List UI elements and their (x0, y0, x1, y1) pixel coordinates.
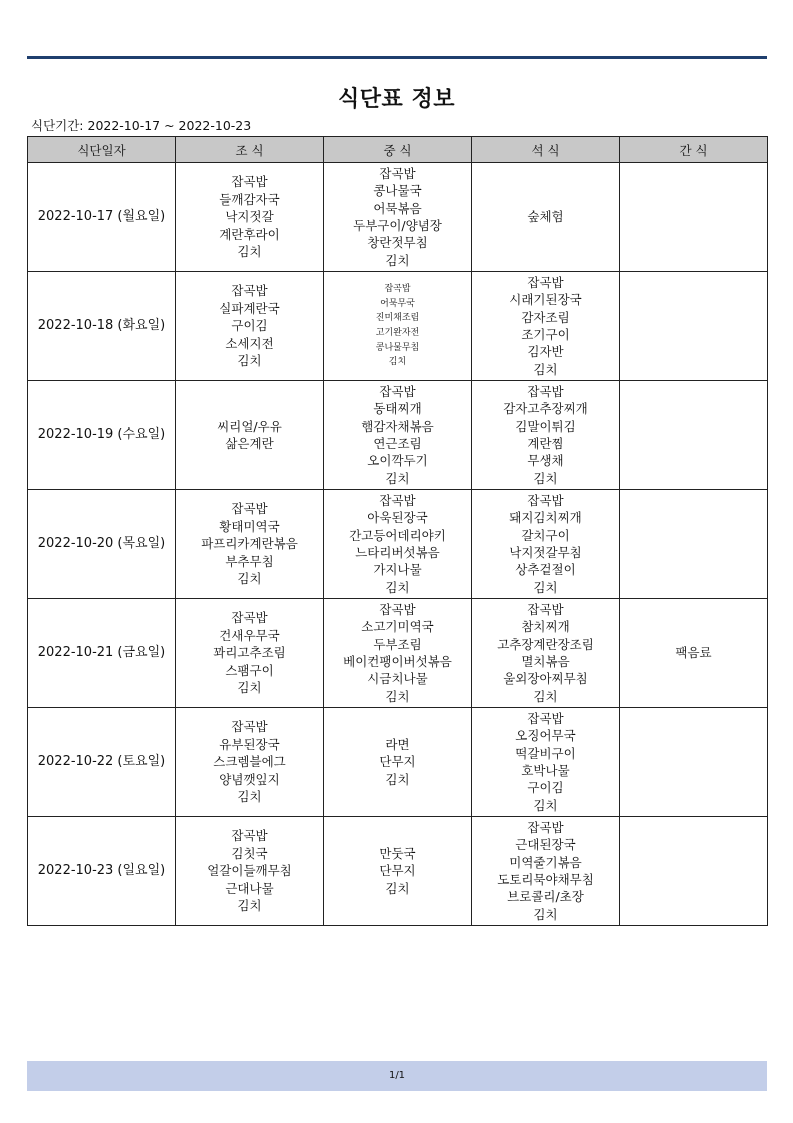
menu-item: 라면 (385, 736, 410, 752)
menu-item: 무생채 (527, 453, 564, 469)
menu-item: 떡갈비구이 (515, 745, 576, 761)
snack-cell (620, 708, 768, 817)
menu-item: 잡곡밥 (231, 174, 268, 190)
menu-item: 잡곡밥 (379, 601, 416, 617)
menu-item: 팩음료 (675, 645, 712, 661)
menu-item: 황태미역국 (219, 518, 280, 534)
dinner-cell (472, 708, 620, 817)
menu-item: 김칫국 (231, 845, 268, 861)
menu-item: 김치 (237, 789, 262, 805)
lunch-cell (324, 381, 472, 490)
menu-item: 어묵볶음 (373, 200, 422, 216)
menu-item: 잡곡밥 (527, 383, 564, 399)
lunch-cell (324, 272, 472, 381)
menu-item: 낙지젓갈 (225, 209, 274, 225)
menu-item: 돼지김치찌개 (509, 510, 582, 526)
menu-item: 잡곡밥 (379, 383, 416, 399)
table-body (28, 163, 768, 926)
menu-item: 오이깍두기 (367, 453, 428, 469)
page-title: 식단표 정보 (338, 87, 455, 112)
menu-item: 간고등어데리야키 (349, 527, 446, 543)
menu-item: 울외장아찌무침 (503, 671, 588, 687)
meal-date-cell: 2022-10-19 (수요일) (28, 381, 176, 490)
lunch-cell (324, 817, 472, 926)
menu-item: 잡곡밥 (231, 828, 268, 844)
menu-item: 잡곡밥 (379, 165, 416, 181)
menu-item: 소고기미역국 (361, 619, 434, 635)
menu-item: 잡곡밥 (379, 492, 416, 508)
breakfast-cell (176, 381, 324, 490)
menu-item: 들깨감자국 (219, 191, 280, 207)
menu-item: 갈치구이 (521, 527, 570, 543)
meal-date-cell: 2022-10-17 (월요일) (28, 163, 176, 272)
menu-item: 호박나물 (521, 763, 570, 778)
menu-item: 잡곡밥 (231, 283, 268, 299)
menu-item: 김치 (237, 680, 262, 696)
meal-date-cell: 2022-10-21 (금요일) (28, 599, 176, 708)
menu-item: 콩나물무침 (375, 342, 420, 353)
menu-item: 얼갈이들깨무침 (207, 863, 292, 879)
menu-item: 시금치나물 (367, 671, 428, 687)
menu-item: 김치 (533, 470, 558, 486)
menu-item: 잡곡밥 (231, 719, 268, 735)
menu-item: 진미채조림 (375, 313, 420, 324)
menu-item: 두부구이/양념장 (353, 218, 442, 233)
snack-cell (620, 817, 768, 926)
meal-period-label: 식단기간: 2022-10-17 ~ 2022-10-23 (31, 118, 252, 133)
meal-date-cell: 2022-10-23 (일요일) (28, 817, 176, 926)
menu-item: 잡곡밥 (527, 492, 564, 508)
menu-item: 참치찌개 (521, 619, 570, 635)
meal-date-cell: 2022-10-20 (목요일) (28, 490, 176, 599)
menu-item: 김치 (533, 906, 558, 922)
menu-item: 김치 (385, 688, 410, 704)
table-row (28, 817, 768, 926)
menu-item: 구이김 (231, 318, 268, 334)
meal-plan-table (27, 136, 768, 926)
table-row (28, 272, 768, 381)
menu-item: 파프리카계란볶음 (201, 536, 298, 552)
menu-item: 단무지 (379, 863, 416, 879)
menu-item: 두부조림 (373, 636, 422, 652)
menu-item: 김치 (388, 357, 407, 368)
menu-item: 감자고추장찌개 (503, 401, 588, 417)
header-lunch: 중 식 (324, 137, 472, 163)
menu-item: 잡곡밥 (527, 274, 564, 290)
snack-cell (620, 599, 768, 708)
menu-item: 김치 (237, 571, 262, 587)
menu-item: 햄감자채볶음 (361, 418, 434, 434)
lunch-cell (324, 490, 472, 599)
menu-item: 계란후라이 (219, 226, 280, 242)
page-footer (27, 1061, 767, 1091)
menu-item: 근대나물 (225, 880, 274, 896)
menu-item: 아욱된장국 (367, 510, 428, 526)
menu-item: 어묵무국 (380, 298, 415, 309)
menu-item: 멸치볶음 (521, 654, 570, 669)
table-row (28, 708, 768, 817)
menu-item: 베이컨팽이버섯볶음 (343, 654, 452, 669)
menu-item: 잡곡밥 (384, 284, 411, 295)
menu-item: 잡곡밥 (527, 819, 564, 835)
lunch-cell (324, 163, 472, 272)
header-snack: 간 식 (620, 137, 768, 163)
menu-item: 김치 (237, 898, 262, 914)
menu-item: 고기완자전 (375, 328, 420, 338)
lunch-cell (324, 599, 472, 708)
menu-item: 김치 (385, 252, 410, 268)
header-dinner: 석 식 (472, 137, 620, 163)
top-divider (27, 56, 767, 59)
snack-cell (620, 490, 768, 599)
menu-item: 김치 (533, 688, 558, 704)
menu-item: 낙지젓갈무침 (509, 545, 582, 560)
menu-item: 만둣국 (379, 845, 416, 861)
menu-item: 고추장계란장조림 (497, 636, 594, 652)
page-indicator: 1/1 (388, 1070, 406, 1081)
menu-item: 양념깻잎지 (219, 771, 280, 787)
menu-item: 감자조림 (521, 309, 570, 325)
meal-date-cell: 2022-10-22 (토요일) (28, 708, 176, 817)
breakfast-cell (176, 817, 324, 926)
breakfast-cell (176, 272, 324, 381)
menu-item: 김치 (237, 244, 262, 260)
dinner-cell (472, 381, 620, 490)
breakfast-cell (176, 708, 324, 817)
menu-item: 근대된장국 (515, 837, 576, 853)
snack-cell (620, 381, 768, 490)
dinner-cell (472, 817, 620, 926)
table-header-row (28, 137, 768, 163)
breakfast-cell (176, 490, 324, 599)
menu-item: 김치 (385, 880, 410, 896)
menu-item: 연근조림 (373, 436, 422, 451)
header-date: 식단일자 (28, 137, 176, 163)
breakfast-cell (176, 599, 324, 708)
dinner-cell (472, 163, 620, 272)
table-row (28, 599, 768, 708)
menu-item: 숲체험 (527, 209, 564, 225)
menu-item: 미역줄기볶음 (509, 854, 582, 870)
menu-item: 유부된장국 (219, 736, 280, 752)
menu-item: 김치 (533, 361, 558, 377)
menu-item: 도토리묵야채무침 (497, 872, 594, 887)
menu-item: 콩나물국 (373, 183, 422, 199)
menu-item: 소세지전 (225, 335, 274, 351)
menu-item: 오징어무국 (515, 728, 576, 744)
menu-item: 김자반 (527, 344, 564, 360)
menu-item: 시래기된장국 (509, 292, 582, 308)
dinner-cell (472, 490, 620, 599)
menu-item: 동태찌개 (373, 401, 422, 417)
menu-item: 김치 (385, 470, 410, 486)
menu-item: 스크렘블에그 (213, 754, 286, 770)
menu-item: 김치 (385, 771, 410, 787)
menu-item: 잡곡밥 (527, 601, 564, 617)
meal-date-cell: 2022-10-18 (화요일) (28, 272, 176, 381)
snack-cell (620, 272, 768, 381)
dinner-cell (472, 272, 620, 381)
menu-item: 가지나물 (373, 562, 422, 578)
menu-item: 창란젓무침 (367, 235, 428, 251)
menu-item: 꽈리고추조림 (213, 645, 286, 661)
menu-item: 스팸구이 (225, 662, 274, 678)
menu-item: 김치 (385, 579, 410, 595)
table-row (28, 163, 768, 272)
menu-item: 잡곡밥 (527, 710, 564, 726)
menu-item: 건새우무국 (219, 627, 280, 643)
menu-item: 계란찜 (527, 436, 564, 451)
menu-item: 김치 (533, 797, 558, 813)
menu-item: 실파계란국 (219, 300, 280, 316)
lunch-cell (324, 708, 472, 817)
menu-item: 김치 (237, 353, 262, 369)
menu-item: 단무지 (379, 754, 416, 770)
menu-item: 김치 (533, 579, 558, 595)
menu-item: 잡곡밥 (231, 610, 268, 626)
menu-item: 부추무침 (225, 553, 274, 569)
menu-item: 구이김 (527, 780, 564, 796)
table-row (28, 381, 768, 490)
snack-cell (620, 163, 768, 272)
dinner-cell (472, 599, 620, 708)
menu-item: 삶은계란 (225, 436, 274, 451)
menu-item: 씨리얼/우유 (217, 418, 282, 434)
menu-item: 브로콜리/초장 (507, 889, 584, 905)
menu-item: 잡곡밥 (231, 501, 268, 517)
menu-item: 김말이튀김 (515, 418, 576, 434)
breakfast-cell (176, 163, 324, 272)
table-row (28, 490, 768, 599)
header-breakfast: 조 식 (176, 137, 324, 163)
menu-item: 상추겉절이 (515, 562, 576, 578)
menu-item: 조기구이 (521, 327, 570, 342)
menu-item: 느타리버섯볶음 (355, 545, 440, 560)
